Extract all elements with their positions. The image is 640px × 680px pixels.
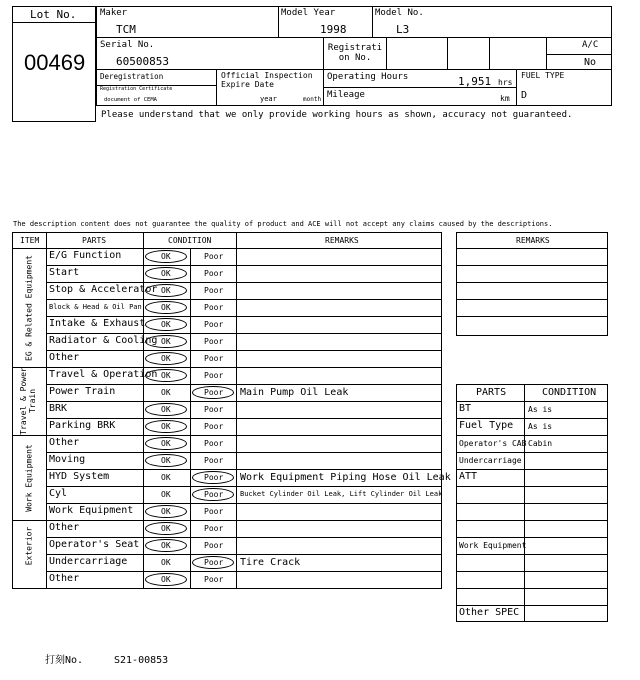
lot-number: 00469 — [24, 50, 86, 75]
selected-condition-oval — [145, 573, 187, 586]
poor-option[interactable]: Poor — [204, 490, 224, 499]
fuel-type-label: FUEL TYPE — [521, 71, 565, 80]
poor-option[interactable]: Poor — [204, 422, 224, 431]
selected-condition-oval — [145, 318, 187, 331]
hrs-unit: hrs — [498, 78, 513, 87]
poor-option[interactable]: Poor — [204, 303, 224, 312]
selected-condition-oval — [192, 556, 234, 569]
parts-row-condition: Cabin — [528, 439, 553, 448]
mileage-label: Mileage — [327, 90, 365, 100]
deregistration-label: Deregistration — [100, 72, 164, 81]
selected-condition-oval — [192, 488, 234, 501]
operating-hours-label: Operating Hours — [327, 72, 409, 82]
ok-option[interactable]: OK — [161, 405, 171, 414]
part-label: Radiator & Cooling — [49, 335, 158, 346]
selected-condition-oval — [145, 284, 187, 297]
remark-text: Main Pump Oil Leak — [240, 387, 349, 398]
right-remarks-header: REMARKS — [516, 236, 550, 245]
ok-option[interactable]: OK — [161, 320, 171, 329]
part-label: Intake & Exhaust — [49, 318, 146, 329]
ok-option[interactable]: OK — [161, 422, 171, 431]
selected-condition-oval — [145, 454, 187, 467]
part-label: Start — [49, 267, 80, 278]
cema-doc-label: document of CEMA — [104, 97, 157, 103]
model-no-label: Model No. — [375, 8, 424, 18]
poor-option[interactable]: Poor — [204, 524, 224, 533]
remark-text: Work Equipment Piping Hose Oil Leak — [240, 472, 451, 483]
part-label: Stop & Accelerator — [49, 284, 158, 295]
ac-value: No — [584, 57, 597, 68]
selected-condition-oval — [145, 539, 187, 552]
item-group-label: EG & Related Equipment — [23, 254, 33, 361]
part-label: Power Train — [49, 386, 116, 397]
model-year-label: Model Year — [281, 8, 336, 18]
selected-condition-oval — [145, 522, 187, 535]
selected-condition-oval — [145, 420, 187, 433]
part-label: Undercarriage — [49, 556, 128, 567]
item-group-label: Exterior — [23, 526, 33, 565]
operating-hours-value: 1,951 — [458, 75, 492, 88]
remark-text: Bucket Cylinder Oil Leak, Lift Cylinder Oil Leak — [240, 490, 443, 498]
registration-label: Registrati on No. — [327, 43, 383, 63]
ok-option[interactable]: OK — [161, 490, 171, 499]
col-condition-header: CONDITION — [168, 236, 212, 245]
item-group-label: Work Equipment — [23, 443, 33, 512]
poor-option[interactable]: Poor — [204, 575, 224, 584]
poor-option[interactable]: Poor — [204, 337, 224, 346]
parts-row-condition: As is — [528, 422, 553, 431]
year-label: year — [260, 95, 277, 103]
fuel-type-value: D — [521, 90, 528, 101]
selected-condition-oval — [145, 250, 187, 263]
ok-option[interactable]: OK — [161, 507, 171, 516]
part-label: E/G Function — [49, 250, 122, 261]
ok-option[interactable]: OK — [161, 473, 171, 482]
part-label: Other — [49, 522, 80, 533]
part-label: Other — [49, 573, 80, 584]
poor-option[interactable]: Poor — [204, 371, 224, 380]
parts-col-header: PARTS — [476, 387, 507, 398]
part-label: HYD System — [49, 471, 110, 482]
part-label: BRK — [49, 403, 68, 414]
ok-option[interactable]: OK — [161, 269, 171, 278]
maker-label: Maker — [100, 8, 128, 18]
poor-option[interactable]: Poor — [204, 558, 224, 567]
ok-option[interactable]: OK — [161, 524, 171, 533]
condition-col-header: CONDITION — [542, 387, 597, 398]
selected-condition-oval — [145, 335, 187, 348]
parts-row-label: Operator's CAB — [459, 439, 527, 448]
ok-option[interactable]: OK — [161, 541, 171, 550]
part-label: Cyl — [49, 488, 68, 499]
part-label: Other — [49, 352, 80, 363]
ok-option[interactable]: OK — [161, 439, 171, 448]
ok-option[interactable]: OK — [161, 456, 171, 465]
selected-condition-oval — [145, 403, 187, 416]
poor-option[interactable]: Poor — [204, 439, 224, 448]
poor-option[interactable]: Poor — [204, 252, 224, 261]
maker-value: TCM — [116, 23, 136, 36]
ok-option[interactable]: OK — [161, 558, 171, 567]
km-unit: km — [500, 94, 510, 103]
model-no-value: L3 — [396, 23, 410, 36]
ok-option[interactable]: OK — [161, 252, 171, 261]
poor-option[interactable]: Poor — [204, 541, 224, 550]
description-note: The description content does not guarantee the quality of product and ACE will not accept any claims caused by the descriptions. — [13, 220, 553, 228]
part-label: Travel & Operation — [49, 369, 158, 380]
part-label: Moving — [49, 454, 86, 465]
selected-condition-oval — [145, 352, 187, 365]
ok-option[interactable]: OK — [161, 388, 171, 397]
parts-row-label: Work Equipment — [459, 541, 527, 550]
ok-option[interactable]: OK — [161, 575, 171, 584]
selected-condition-oval — [192, 386, 234, 399]
remark-text: Tire Crack — [240, 557, 301, 568]
parts-row-label: Other SPEC — [459, 607, 520, 618]
lot-no-label: Lot No. — [30, 8, 77, 21]
parts-row-label: Undercarriage — [459, 456, 522, 465]
inspection-label: Official Inspection Expire Date — [221, 71, 313, 89]
part-label: Parking BRK — [49, 420, 116, 431]
reg-cert-label: Registration Certificate — [100, 86, 173, 92]
poor-option[interactable]: Poor — [204, 320, 224, 329]
selected-condition-oval — [145, 369, 187, 382]
stamp-no-value: S21-00853 — [114, 655, 169, 666]
parts-row-label: ATT — [459, 471, 478, 482]
poor-option[interactable]: Poor — [204, 388, 224, 397]
serial-no-label: Serial No. — [100, 40, 155, 50]
disclaimer: Please understand that we only provide working hours as shown, accuracy not guaranteed. — [101, 110, 573, 120]
col-remarks-header: REMARKS — [325, 236, 359, 245]
poor-option[interactable]: Poor — [204, 456, 224, 465]
ok-option[interactable]: OK — [161, 371, 171, 380]
model-year-value: 1998 — [320, 23, 347, 36]
selected-condition-oval — [145, 301, 187, 314]
item-group-label: Travel & Power Train — [19, 367, 37, 435]
poor-option[interactable]: Poor — [204, 286, 224, 295]
selected-condition-oval — [192, 471, 234, 484]
poor-option[interactable]: Poor — [204, 405, 224, 414]
selected-condition-oval — [145, 505, 187, 518]
poor-option[interactable]: Poor — [204, 473, 224, 482]
part-label: Block & Head & Oil Pan — [49, 303, 142, 311]
part-label: Other — [49, 437, 80, 448]
parts-row-condition: As is — [528, 405, 553, 414]
col-parts-header: PARTS — [82, 236, 107, 245]
selected-condition-oval — [145, 437, 187, 450]
stamp-no-label: 打刻No. — [45, 655, 84, 666]
month-label: month — [303, 96, 322, 103]
ok-option[interactable]: OK — [161, 354, 171, 363]
poor-option[interactable]: Poor — [204, 507, 224, 516]
poor-option[interactable]: Poor — [204, 354, 224, 363]
ok-option[interactable]: OK — [161, 337, 171, 346]
part-label: Work Equipment — [49, 505, 134, 516]
col-item-header: ITEM — [20, 236, 40, 245]
ok-option[interactable]: OK — [161, 286, 171, 295]
serial-no-value: 60500853 — [116, 55, 169, 68]
parts-row-label: BT — [459, 403, 472, 414]
ac-label: A/C — [582, 40, 599, 50]
parts-row-label: Fuel Type — [459, 420, 514, 431]
selected-condition-oval — [145, 267, 187, 280]
part-label: Operator's Seat — [49, 539, 140, 550]
ok-option[interactable]: OK — [161, 303, 171, 312]
poor-option[interactable]: Poor — [204, 269, 224, 278]
